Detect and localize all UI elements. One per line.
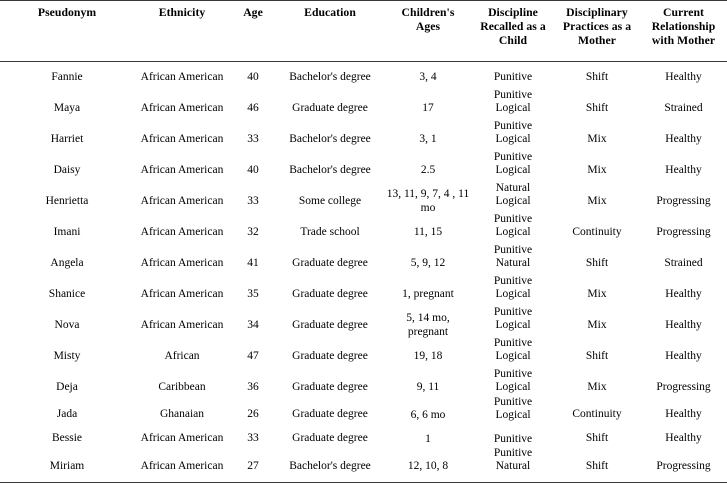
cell-current-relationship: Progressing — [656, 225, 711, 238]
cell-disciplinary-practices-mother: Mix — [587, 163, 607, 176]
table-header — [0, 1, 727, 62]
column-header-relationship-line2: Relationship — [651, 19, 716, 33]
column-header-pseudonym — [0, 1, 134, 62]
cell-children-ages — [384, 310, 472, 341]
discipline-recalled-line2: Logical — [495, 226, 531, 239]
cell-current-relationship: Healthy — [665, 70, 702, 83]
discipline-recalled-line2: Punitive — [493, 71, 533, 84]
column-header-discipline-child-line3: Child — [498, 33, 528, 47]
cell-ethnicity: Ghanaian — [159, 408, 205, 421]
discipline-recalled-line1: Punitive — [493, 275, 533, 288]
cell-disciplinary-practices-mother: Mix — [587, 194, 607, 207]
cell-pseudonym: Miriam — [0, 451, 134, 483]
cell-ethnicity: African American — [140, 256, 224, 269]
table-row — [0, 451, 727, 483]
discipline-recalled-stack — [474, 244, 552, 271]
cell-current-relationship: Progressing — [640, 451, 727, 483]
cell-ethnicity: African American — [140, 163, 224, 176]
cell-disciplinary-practices-mother: Shift — [585, 101, 609, 114]
cell-current-relationship: Healthy — [665, 318, 702, 331]
column-header-disciplinary-practices-mother — [554, 1, 640, 62]
column-header-current-relationship — [640, 1, 727, 62]
cell-ethnicity: African American — [140, 132, 224, 145]
cell-education: Graduate degree — [292, 380, 368, 393]
cell-ethnicity: African American — [140, 225, 224, 238]
cell-disciplinary-practices-mother: Mix — [587, 380, 607, 393]
children-ages-value: 2.5 — [420, 164, 436, 177]
cell-children-ages — [384, 341, 472, 372]
cell-children-ages — [384, 248, 472, 279]
cell-pseudonym: Nova — [54, 318, 80, 331]
discipline-recalled-stack — [474, 275, 552, 302]
column-header-discipline-mother-line2: Practices as a — [562, 19, 632, 33]
cell-children-ages — [384, 403, 472, 427]
cell-children-ages — [384, 62, 472, 94]
table-row — [0, 403, 727, 427]
discipline-recalled-line2: Logical — [495, 288, 531, 301]
discipline-recalled-line1: Punitive — [493, 368, 533, 381]
table-row — [0, 93, 727, 124]
cell-disciplinary-practices-mother: Shift — [585, 349, 609, 362]
cell-disciplinary-practices-mother: Shift — [554, 451, 640, 483]
cell-education: Bachelor's degree — [289, 132, 371, 145]
cell-disciplinary-practices-mother: Continuity — [572, 225, 622, 238]
children-ages-value: 3, 1 — [419, 133, 437, 146]
cell-pseudonym: Misty — [53, 349, 81, 362]
table-header-row — [0, 1, 727, 62]
cell-current-relationship: Healthy — [665, 163, 702, 176]
table-row — [0, 279, 727, 310]
children-ages-value: 17 — [422, 102, 434, 115]
column-header-relationship-line3: with Mother — [651, 33, 716, 47]
discipline-recalled-stack — [474, 337, 552, 364]
table-row — [0, 427, 727, 451]
cell-education: Graduate degree — [292, 408, 368, 421]
cell-children-ages — [384, 427, 472, 451]
cell-age: 33 — [247, 432, 259, 445]
discipline-recalled-stack — [474, 89, 552, 116]
cell-education: Bachelor's degree — [276, 451, 384, 483]
discipline-recalled-stack — [474, 447, 552, 474]
table-row — [0, 341, 727, 372]
cell-age: 33 — [247, 132, 259, 145]
column-header-education — [276, 1, 384, 62]
cell-education: Graduate degree — [292, 256, 368, 269]
cell-children-ages — [384, 217, 472, 248]
discipline-recalled-stack — [474, 368, 552, 395]
cell-current-relationship: Strained — [664, 101, 703, 114]
cell-children-ages — [384, 451, 472, 483]
cell-ethnicity: African American — [140, 287, 224, 300]
table-row — [0, 310, 727, 341]
column-header-ethnicity-label: Ethnicity — [158, 6, 206, 19]
column-header-pseudonym-label: Pseudonym — [37, 6, 97, 19]
cell-current-relationship: Healthy — [665, 432, 702, 445]
cell-discipline-recalled-child — [472, 395, 554, 427]
cell-ethnicity: African American — [140, 318, 224, 331]
table-row — [0, 124, 727, 155]
cell-current-relationship: Healthy — [665, 408, 702, 421]
cell-education: Trade school — [300, 225, 360, 238]
cell-disciplinary-practices-mother: Shift — [585, 70, 609, 83]
cell-education: Graduate degree — [292, 432, 368, 445]
cell-children-ages — [384, 372, 472, 403]
cell-pseudonym: Bessie — [51, 432, 83, 445]
discipline-recalled-line2: Logical — [495, 319, 531, 332]
cell-education: Bachelor's degree — [289, 70, 371, 83]
cell-children-ages — [384, 93, 472, 124]
discipline-recalled-line1: Punitive — [493, 89, 533, 102]
column-header-age-label: Age — [243, 6, 263, 19]
column-header-children-ages — [384, 1, 472, 62]
discipline-recalled-stack — [474, 71, 552, 85]
cell-age: 27 — [230, 451, 276, 483]
table-row — [0, 155, 727, 186]
discipline-recalled-line2: Punitive — [493, 432, 533, 445]
column-header-children-ages-line2: Ages — [415, 19, 441, 33]
cell-discipline-recalled-child — [472, 447, 554, 483]
children-ages-value: 5, 9, 12 — [410, 257, 446, 270]
column-header-education-label: Education — [304, 6, 356, 19]
cell-pseudonym: Daisy — [53, 163, 81, 176]
cell-age: 36 — [247, 380, 259, 393]
column-header-discipline-mother-line1: Disciplinary — [566, 6, 628, 19]
cell-ethnicity: African — [164, 349, 200, 362]
table-row — [0, 248, 727, 279]
cell-ethnicity: African American — [134, 451, 230, 483]
discipline-recalled-line2: Natural — [495, 257, 531, 270]
children-ages-value: 1 — [425, 432, 431, 445]
cell-pseudonym: Deja — [56, 380, 78, 393]
children-ages-value: 19, 18 — [413, 350, 443, 363]
cell-disciplinary-practices-mother: Shift — [585, 432, 609, 445]
discipline-recalled-line2: Logical — [495, 350, 531, 363]
discipline-recalled-stack — [474, 213, 552, 240]
cell-age: 34 — [247, 318, 259, 331]
cell-disciplinary-practices-mother: Continuity — [572, 408, 622, 421]
cell-children-ages — [384, 155, 472, 186]
column-header-discipline-mother-line3: Mother — [578, 33, 616, 47]
children-ages-value: 1, pregnant — [402, 288, 454, 301]
cell-pseudonym: Maya — [53, 101, 81, 114]
discipline-recalled-line2: Natural — [495, 460, 531, 473]
children-ages-value: 13, 11, 9, 7, 4 , 11 mo — [386, 188, 470, 214]
cell-current-relationship: Progressing — [656, 194, 711, 207]
table-row — [0, 217, 727, 248]
cell-children-ages — [384, 124, 472, 155]
discipline-recalled-stack — [474, 395, 552, 423]
cell-current-relationship: Strained — [664, 256, 703, 269]
cell-current-relationship: Healthy — [665, 132, 702, 145]
cell-disciplinary-practices-mother: Shift — [585, 256, 609, 269]
discipline-recalled-stack — [474, 433, 552, 447]
cell-age: 46 — [247, 101, 259, 114]
column-header-discipline-child-line1: Discipline — [488, 6, 538, 19]
cell-age: 32 — [247, 225, 259, 238]
cell-children-ages — [384, 186, 472, 217]
cell-education: Graduate degree — [292, 287, 368, 300]
cell-pseudonym: Angela — [50, 256, 84, 269]
column-header-age — [230, 1, 276, 62]
cell-pseudonym: Henrietta — [45, 194, 89, 207]
discipline-recalled-line2: Logical — [495, 102, 531, 115]
discipline-recalled-line1: Punitive — [493, 151, 533, 164]
cell-education: Graduate degree — [292, 101, 368, 114]
children-ages-value: 6, 6 mo — [410, 408, 446, 421]
cell-pseudonym: Imani — [53, 225, 81, 238]
discipline-recalled-stack — [474, 182, 552, 209]
cell-age: 35 — [247, 287, 259, 300]
discipline-recalled-line1: Punitive — [493, 337, 533, 350]
table-row — [0, 62, 727, 94]
discipline-recalled-line1: Punitive — [493, 120, 533, 133]
cell-education: Graduate degree — [292, 318, 368, 331]
table-row — [0, 372, 727, 403]
cell-ethnicity: African American — [140, 432, 224, 445]
cell-education: Graduate degree — [292, 349, 368, 362]
cell-pseudonym: Harriet — [50, 132, 84, 145]
cell-current-relationship: Healthy — [665, 287, 702, 300]
cell-children-ages — [384, 279, 472, 310]
cell-age: 26 — [247, 408, 259, 421]
discipline-recalled-stack — [474, 151, 552, 178]
discipline-recalled-line1: Punitive — [493, 306, 533, 319]
cell-pseudonym: Shanice — [48, 287, 86, 300]
cell-ethnicity: African American — [140, 194, 224, 207]
discipline-recalled-line2: Logical — [495, 195, 531, 208]
cell-disciplinary-practices-mother: Mix — [587, 132, 607, 145]
discipline-recalled-line1: Natural — [495, 182, 531, 195]
cell-age: 33 — [247, 194, 259, 207]
children-ages-value: 3, 4 — [419, 71, 437, 84]
cell-pseudonym: Jada — [56, 408, 78, 421]
discipline-recalled-line2: Logical — [495, 408, 531, 421]
cell-education: Some college — [298, 194, 362, 207]
column-header-children-ages-line1: Children's — [401, 6, 455, 19]
column-header-discipline-recalled-child — [472, 1, 554, 62]
cell-disciplinary-practices-mother: Mix — [587, 318, 607, 331]
cell-ethnicity: African American — [140, 70, 224, 83]
cell-age: 47 — [247, 349, 259, 362]
children-ages-value: 12, 10, 8 — [407, 460, 449, 473]
discipline-recalled-line1: Punitive — [493, 244, 533, 257]
cell-age: 40 — [247, 70, 259, 83]
column-header-relationship-line1: Current — [662, 6, 705, 19]
cell-ethnicity: Caribbean — [158, 380, 206, 393]
cell-age: 41 — [247, 256, 259, 269]
discipline-recalled-line2: Logical — [495, 133, 531, 146]
column-header-ethnicity — [134, 1, 230, 62]
cell-education: Bachelor's degree — [289, 163, 371, 176]
table-row — [0, 186, 727, 217]
cell-age: 40 — [247, 163, 259, 176]
discipline-recalled-line2: Logical — [495, 381, 531, 394]
discipline-recalled-stack — [474, 120, 552, 147]
cell-current-relationship: Progressing — [656, 380, 711, 393]
discipline-recalled-line2: Logical — [495, 164, 531, 177]
cell-disciplinary-practices-mother: Mix — [587, 287, 607, 300]
discipline-recalled-line1: Punitive — [493, 213, 533, 226]
cell-pseudonym: Fannie — [51, 70, 83, 83]
discipline-recalled-line1: Punitive — [493, 395, 533, 408]
children-ages-value: 11, 15 — [413, 226, 443, 239]
table-body — [0, 62, 727, 483]
cell-ethnicity: African American — [140, 101, 224, 114]
cell-current-relationship: Healthy — [665, 349, 702, 362]
discipline-recalled-stack — [474, 306, 552, 333]
children-ages-value: 9, 11 — [416, 381, 440, 394]
discipline-recalled-line1: Punitive — [493, 447, 533, 460]
children-ages-value: 5, 14 mo, pregnant — [406, 312, 450, 338]
column-header-discipline-child-line2: Recalled as a — [480, 19, 546, 33]
